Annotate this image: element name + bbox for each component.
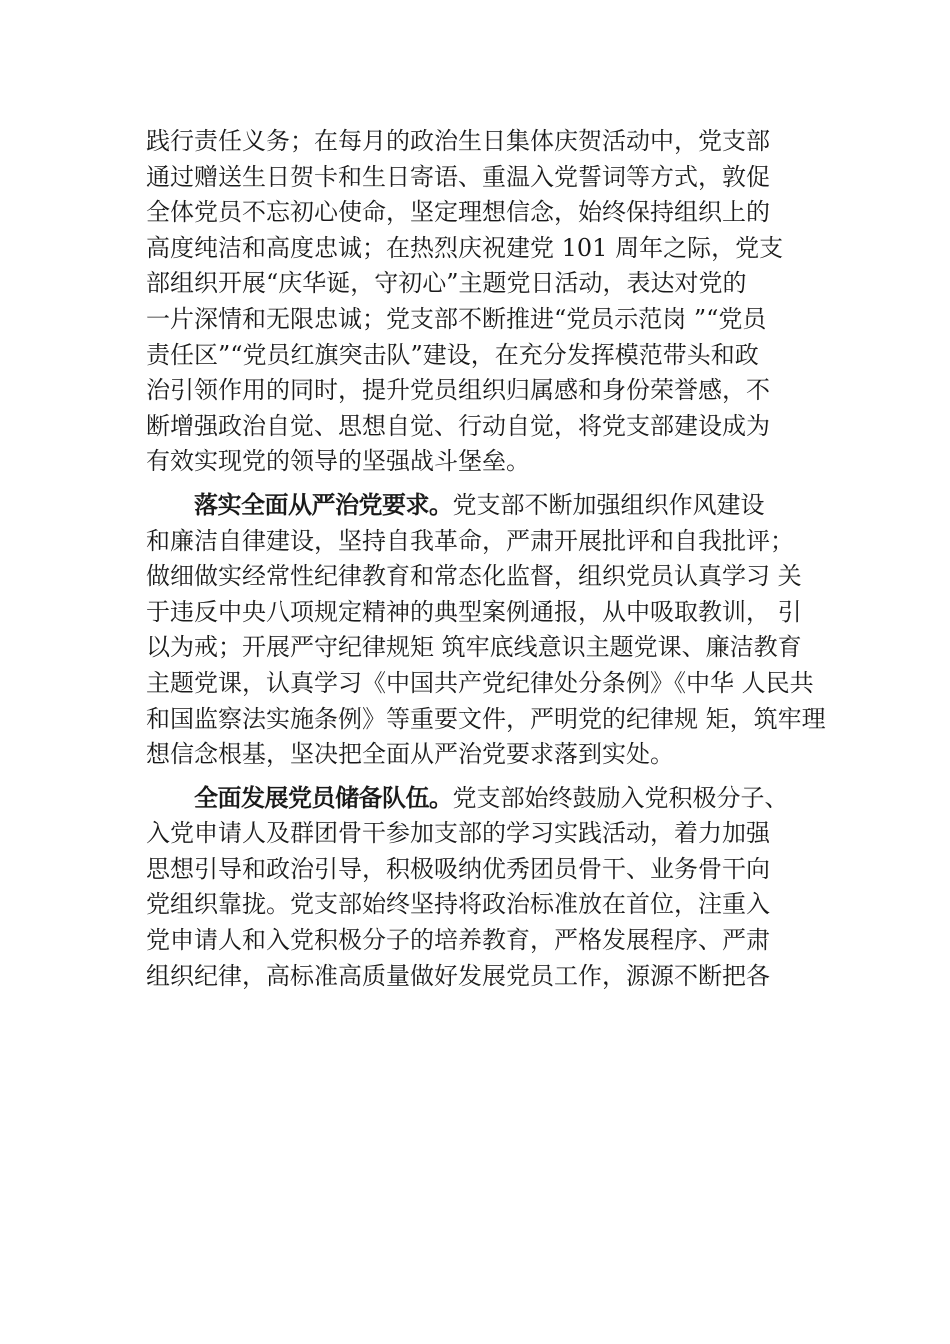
text-line: 想信念根基，坚决把全面从严治党要求落到实处。 <box>146 740 674 769</box>
text-line: 组织纪律，高标准高质量做好发展党员工作，源源不断把各 <box>146 961 770 990</box>
text-line: 党组织靠拢。党支部始终坚持将政治标准放在首位，注重入 <box>146 890 770 919</box>
paragraph-first-line-text: 党支部不断加强组织作风建设 <box>452 490 765 519</box>
text-line: 入党申请人及群团骨干参加支部的学习实践活动，着力加强 <box>146 819 770 848</box>
text-line: 以为戒；开展严守纪律规矩 筑牢底线意识主题党课、廉洁教育 <box>146 633 802 662</box>
text-line: 一片深情和无限忠诚；党支部不断推进“党员示范岗 ”“党员 <box>146 304 767 333</box>
text-line: 和国监察法实施条例》等重要文件，严明党的纪律规 矩，筑牢理 <box>146 704 826 733</box>
paragraph-member-development <box>146 781 812 995</box>
text-line: 部组织开展“庆华诞，守初心”主题党日活动，表达对党的 <box>146 269 747 298</box>
text-line: 做细做实经常性纪律教育和常态化监督，组织党员认真学习 关 <box>146 562 802 591</box>
paragraph-first-line <box>146 488 812 524</box>
text-line: 有效实现党的领导的坚强战斗堡垒。 <box>146 447 530 476</box>
text-line: 践行责任义务；在每月的政治生日集体庆贺活动中，党支部 <box>146 127 770 155</box>
text-line: 高度纯洁和高度忠诚；在热烈庆祝建党 101 周年之际，党支 <box>146 233 784 262</box>
paragraph-strict-governance <box>146 488 826 773</box>
text-line: 全体党员不忘初心使命，坚定理想信念，始终保持组织上的 <box>146 198 770 227</box>
paragraph-first-line-text: 党支部始终鼓励入党积极分子、 <box>452 783 789 812</box>
text-line: 主题党课，认真学习《中国共产党纪律处分条例》《中华 人民共 <box>146 668 814 697</box>
text-line: 于违反中央八项规定精神的典型案例通报，从中吸取教训， 引 <box>146 597 802 626</box>
paragraph-heading: 全面发展党员储备队伍。 <box>194 783 453 812</box>
document-body <box>146 124 826 994</box>
text-line: 党申请人和入党积极分子的培养教育，严格发展程序、严肃 <box>146 926 770 955</box>
text-line: 断增强政治自觉、思想自觉、行动自觉，将党支部建设成为 <box>146 411 770 440</box>
text-line: 思想引导和政治引导，积极吸纳优秀团员骨干、业务骨干向 <box>146 854 770 883</box>
text-line: 责任区”“党员红旗突击队”建设，在充分发挥模范带头和政 <box>146 340 759 369</box>
text-line: 通过赠送生日贺卡和生日寄语、重温入党誓词等方式，敦促 <box>146 162 770 191</box>
text-line: 治引领作用的同时，提升党员组织归属感和身份荣誉感，不 <box>146 376 770 405</box>
text-line: 和廉洁自律建设，坚持自我革命，严肃开展批评和自我批评； <box>146 526 794 555</box>
paragraph-party-activities <box>146 124 812 480</box>
paragraph-first-line <box>146 781 812 817</box>
paragraph-heading: 落实全面从严治党要求。 <box>194 490 453 519</box>
